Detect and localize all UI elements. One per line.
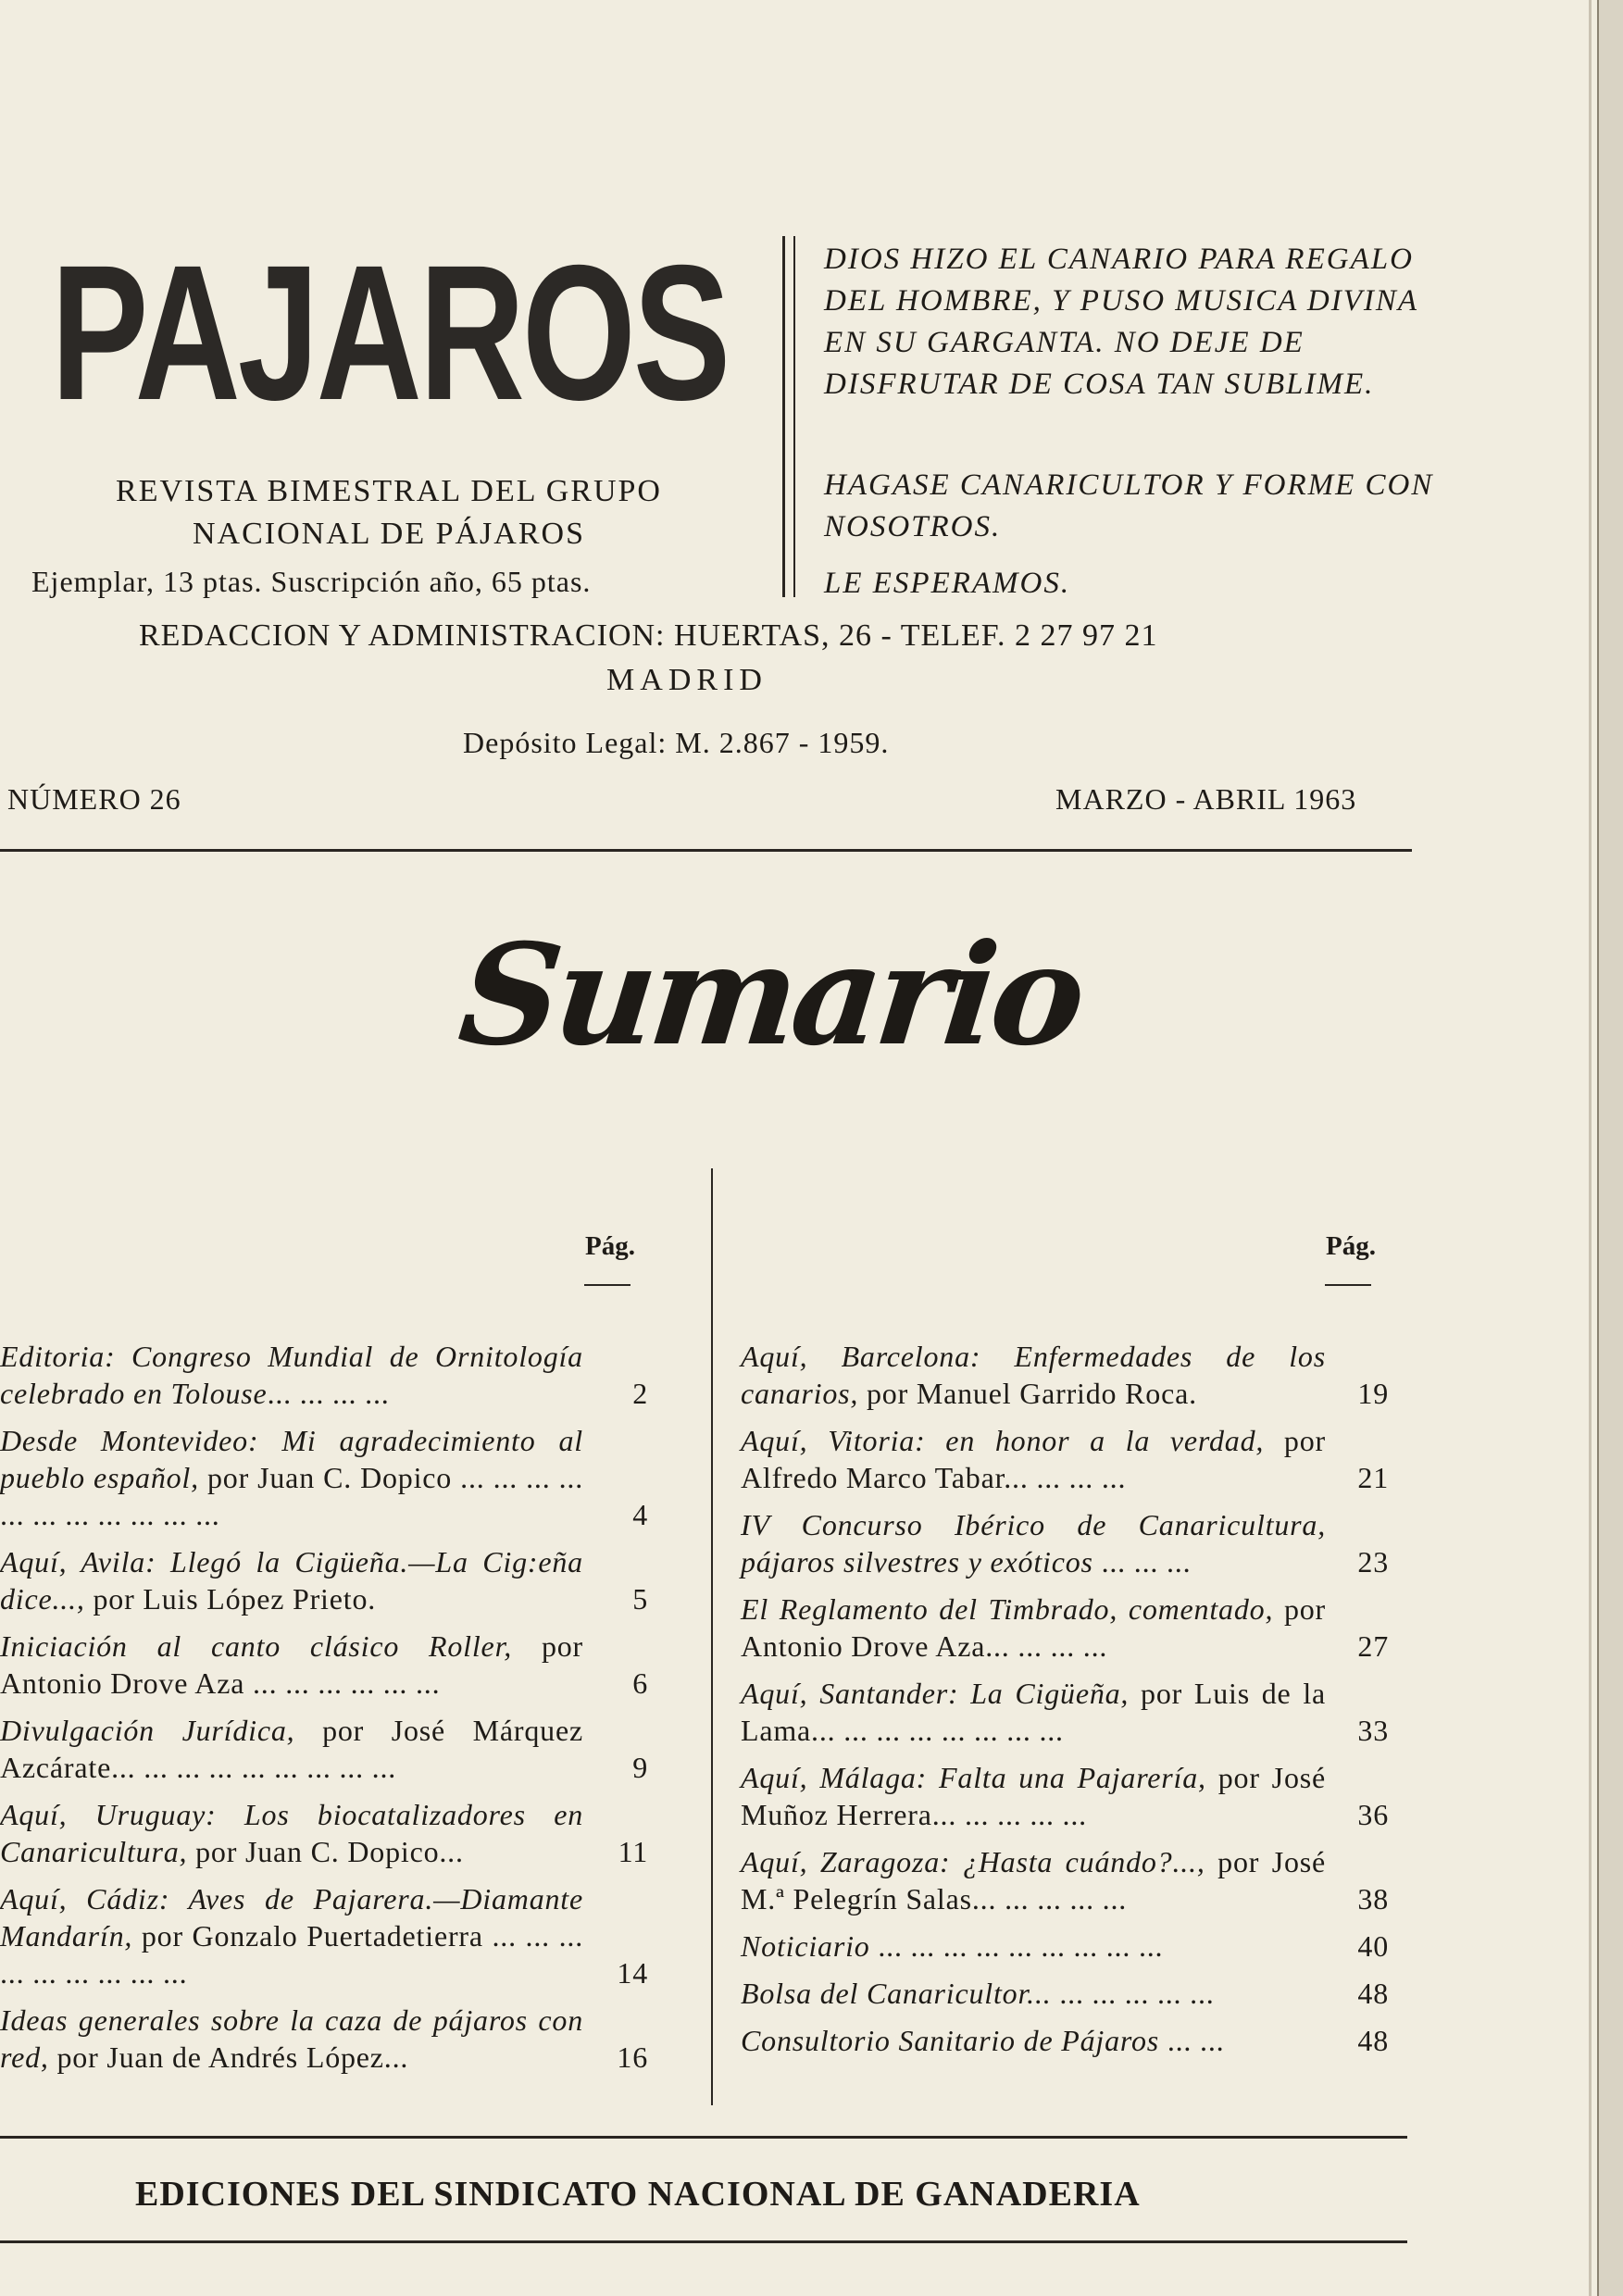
- sumario-heading: Sumario: [452, 914, 1088, 1077]
- contents-entry-author: por Gonzalo Puertadetierra ... ... ... ... ... ... ... ... ...: [0, 1919, 583, 1990]
- contents-entry: [0, 1712, 648, 1786]
- contents-entry: [741, 1975, 1389, 2012]
- contents-entry: [0, 1543, 648, 1617]
- contents-entry-text: [741, 1843, 1326, 1917]
- page-edge: [1597, 0, 1623, 2296]
- contents-entry-text: [741, 1591, 1326, 1665]
- price-line: Ejemplar, 13 ptas. Suscripción año, 65 ptas.: [31, 565, 592, 598]
- contents-entry: [741, 1338, 1389, 1412]
- contents-entry: [0, 1880, 648, 1991]
- contents-entry: [741, 1759, 1389, 1833]
- contents-entry-text: [0, 1628, 583, 1702]
- page-label-right: Pág.: [1326, 1231, 1376, 1261]
- contents-entry-title: Editoria: Congreso Mundial de Ornitología celebrado en Tolouse: [0, 1340, 583, 1410]
- page-label-underline-left: [584, 1284, 630, 1286]
- motto-paragraph-3: LE ESPERAMOS.: [824, 567, 1071, 600]
- contents-entry-title: Consultorio Sanitario de Pájaros: [741, 2024, 1160, 2057]
- contents-entry-text: [0, 2002, 583, 2076]
- page-label-underline-right: [1325, 1284, 1371, 1286]
- contents-entry-author: por Juan C. Dopico ... ... ... ... ... ... ... ... ... ... ...: [0, 1461, 584, 1531]
- issue-date: MARZO - ABRIL 1963: [1055, 782, 1357, 816]
- contents-entry-author: ... ... ... ... ...: [1051, 1977, 1215, 2010]
- masthead-title: PAJAROS: [51, 226, 729, 441]
- contents-entry: [741, 1843, 1389, 1917]
- contents-entry-title: IV Concurso Ibérico de Canaricultura, pájaros silvestres y exóticos: [741, 1508, 1326, 1578]
- contents-entry-author: por José Muñoz Herrera... ... ... ... ...: [741, 1761, 1326, 1831]
- contents-entry-author: por Luis de la Lama... ... ... ... ... ... ... ...: [741, 1677, 1327, 1747]
- contents-entry: [741, 1422, 1389, 1496]
- page-label-left: Pág.: [585, 1231, 635, 1261]
- contents-entry-page: 27: [1357, 1629, 1389, 1663]
- admin-address: REDACCION Y ADMINISTRACION: HUERTAS, 26 - TELEF. 2 27 97 21: [139, 618, 1158, 653]
- contents-entry-page: 4: [632, 1498, 648, 1531]
- contents-entry: [0, 1796, 648, 1870]
- contents-entry-page: 6: [632, 1666, 648, 1700]
- contents-entry-author: por Manuel Garrido Roca.: [858, 1377, 1197, 1410]
- contents-entry-author: por Luis López Prieto.: [84, 1582, 377, 1616]
- contents-entry-page: 48: [1357, 2024, 1389, 2057]
- contents-entry-author: ... ... ...: [1092, 1545, 1192, 1578]
- contents-entry-page: 48: [1357, 1977, 1389, 2010]
- contents-entry-text: [0, 1796, 583, 1870]
- contents-entry: [741, 1928, 1389, 1965]
- contents-entry-title: Aquí, Barcelona: Enfermedades de los canarios,: [741, 1340, 1326, 1410]
- contents-entry-text: [0, 1422, 583, 1533]
- motto-paragraph-2: HAGASE CANARICULTOR Y FORME CON NOSOTROS.: [824, 468, 1434, 543]
- contents-entry: [0, 1338, 648, 1412]
- motto-paragraph-1: DIOS HIZO EL CANARIO PARA REGALO DEL HOMBRE, Y PUSO MUSICA DIVINA EN SU GARGANTA. NO DEJE DE DISFRUTAR DE COSA TAN SUBLIME.: [824, 243, 1418, 401]
- contents-entry-page: 33: [1357, 1714, 1389, 1747]
- contents-entry: [741, 1506, 1389, 1580]
- contents-entry-text: [0, 1880, 583, 1991]
- column-divider: [711, 1168, 713, 2105]
- contents-entry-text: [741, 1422, 1326, 1496]
- legal-deposit: Depósito Legal: M. 2.867 - 1959.: [463, 726, 890, 759]
- contents-entry-text: [741, 1759, 1326, 1833]
- contents-entry-title: Desde Montevideo: Mi agradecimiento al pueblo español,: [0, 1424, 583, 1494]
- contents-entry-page: 23: [1357, 1545, 1389, 1578]
- contents-entry-title: Ideas generales sobre la caza de pájaros con red,: [0, 2003, 583, 2074]
- contents-entry: [741, 1591, 1389, 1665]
- publisher-line: EDICIONES DEL SINDICATO NACIONAL DE GANADERIA: [135, 2175, 1141, 2214]
- contents-entry-title: Aquí, Zaragoza: ¿Hasta cuándo?...,: [741, 1845, 1205, 1878]
- page-edge-line: [1589, 0, 1592, 2296]
- contents-entry-page: 5: [632, 1582, 648, 1616]
- contents-entry-page: 2: [632, 1377, 648, 1410]
- contents-entry-page: 9: [632, 1751, 648, 1784]
- admin-city: MADRID: [606, 663, 768, 697]
- contents-column-right: [741, 1338, 1389, 2069]
- contents-entry-text: [0, 1338, 583, 1412]
- contents-entry-text: [741, 1506, 1326, 1580]
- contents-entry-page: 11: [618, 1835, 648, 1868]
- contents-entry-title: Iniciación al canto clásico Roller,: [0, 1629, 513, 1663]
- contents-entry: [741, 2022, 1389, 2059]
- contents-entry-title: Aquí, Cádiz: Aves de Pajarera.—Diamante Mandarín,: [0, 1882, 583, 1953]
- contents-entry-page: 40: [1357, 1929, 1389, 1963]
- contents-entry-page: 16: [617, 2040, 648, 2074]
- contents-entry-text: [741, 1928, 1326, 1965]
- masthead-divider-inner: [793, 236, 795, 597]
- contents-entry: [0, 2002, 648, 2076]
- contents-entry-title: Noticiario: [741, 1929, 870, 1963]
- contents-entry-page: 14: [617, 1956, 648, 1990]
- contents-entry-author: ... ...: [1159, 2024, 1225, 2057]
- contents-entry-author: por José Márquez Azcárate... ... ... ... ... ... ... ... ...: [0, 1714, 583, 1784]
- issue-number: NÚMERO 26: [7, 782, 181, 816]
- contents-entry-text: [741, 2022, 1326, 2059]
- contents-entry-title: Aquí, Avila: Llegó la Cigüeña.—La Cig:eña dice...,: [0, 1545, 583, 1616]
- masthead-logo: [51, 226, 729, 441]
- contents-entry-title: Aquí, Uruguay: Los biocatalizadores en Canaricultura,: [0, 1798, 583, 1868]
- contents-entry-author: ... ... ... ... ... ... ... ... ...: [869, 1929, 1164, 1963]
- contents-entry-page: 38: [1357, 1882, 1389, 1915]
- footer-rule-bottom: [0, 2240, 1407, 2243]
- contents-entry-text: [0, 1543, 583, 1617]
- contents-entry-page: 36: [1357, 1798, 1389, 1831]
- contents-entry-title: Aquí, Santander: La Cigüeña,: [741, 1677, 1130, 1710]
- contents-entry-title: Divulgación Jurídica,: [0, 1714, 295, 1747]
- header-rule: [0, 849, 1412, 852]
- contents-entry-text: [0, 1712, 583, 1786]
- contents-entry-author: por Antonio Drove Aza ... ... ... ... ... ...: [0, 1629, 584, 1700]
- contents-entry: [741, 1675, 1389, 1749]
- masthead-subtitle-line2: NACIONAL DE PÁJAROS: [193, 517, 585, 551]
- contents-entry-author: por Alfredo Marco Tabar... ... ... ...: [741, 1424, 1326, 1494]
- footer-rule-top: [0, 2136, 1407, 2139]
- contents-entry-author: por Juan C. Dopico...: [187, 1835, 464, 1868]
- contents-entry-text: [741, 1338, 1326, 1412]
- contents-column-left: [0, 1338, 648, 2086]
- contents-entry-title: Aquí, Vitoria: en honor a la verdad,: [741, 1424, 1265, 1457]
- masthead-subtitle-line1: REVISTA BIMESTRAL DEL GRUPO: [116, 474, 662, 508]
- contents-entry: [0, 1628, 648, 1702]
- contents-entry-title: Aquí, Málaga: Falta una Pajarería,: [741, 1761, 1206, 1794]
- contents-entry-text: [741, 1675, 1326, 1749]
- contents-entry-author: por José M.ª Pelegrín Salas... ... ... ... ...: [741, 1845, 1327, 1915]
- contents-entry: [0, 1422, 648, 1533]
- contents-entry-page: 21: [1357, 1461, 1389, 1494]
- contents-entry-author: por Juan de Andrés López...: [48, 2040, 409, 2074]
- contents-entry-title: El Reglamento del Timbrado, comentado,: [741, 1592, 1274, 1626]
- contents-entry-text: [741, 1975, 1326, 2012]
- contents-entry-author: por Antonio Drove Aza... ... ... ...: [741, 1592, 1326, 1663]
- contents-entry-page: 19: [1357, 1377, 1389, 1410]
- masthead-divider: [782, 236, 785, 597]
- contents-entry-author: ... ... ... ...: [267, 1377, 390, 1410]
- contents-entry-title: Bolsa del Canaricultor...: [741, 1977, 1052, 2010]
